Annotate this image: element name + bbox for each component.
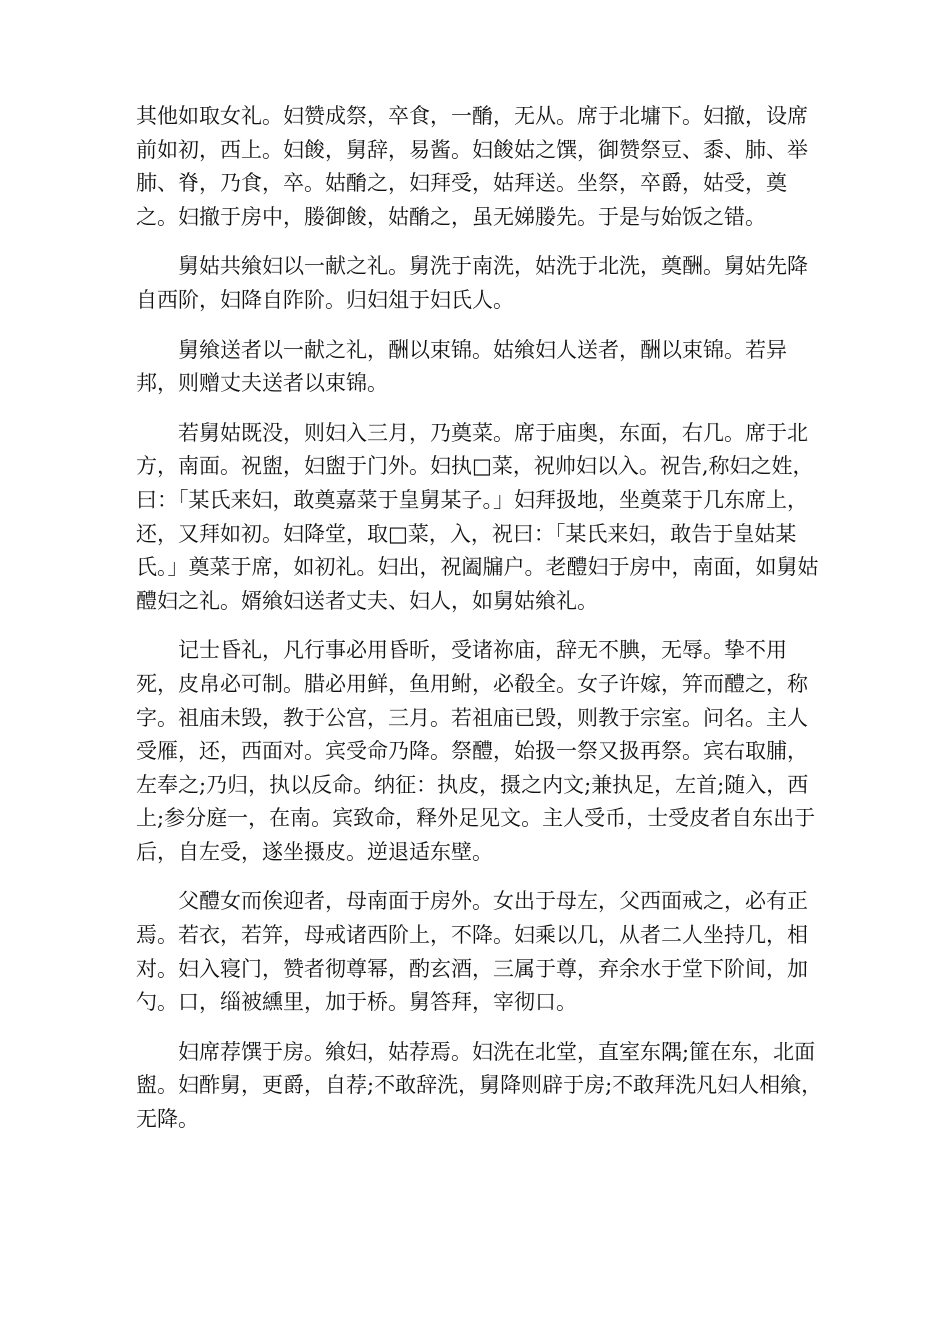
paragraph-6: 父醴女而俟迎者，母南面于房外。女出于母左，父西面戒之，必有正焉。若衣，若笄，母戒诸西阶上，不降。妇乘以几，从者二人坐持几，相对。妇入寝门，赞者彻尊幂，酌玄酒，三属于尊，弃余水于堂下阶间，加勺。口，缁被纁里，加于桥。舅答拜，宰彻口。	[136, 889, 808, 1015]
paragraph-1: 其他如取女礼。妇赞成祭，卒食，一酳，无从。席于北墉下。妇撤，设席前如初，西上。妇餕，舅辞，易酱。妇餕姑之馔，御赞祭豆、黍、肺、举肺、脊，乃食，卒。姑酳之，妇拜受，姑拜送。坐祭，卒爵，姑受，奠之。妇撤于房中，媵御餕，姑酳之，虽无娣媵先。于是与始饭之错。	[136, 104, 808, 229]
paragraph-3: 舅飨送者以一献之礼，酬以束锦。姑飨妇人送者，酬以束锦。若异邦，则赠丈夫送者以束锦。	[136, 337, 787, 396]
document-body	[136, 100, 826, 1153]
paragraph-7: 妇席荐馔于房。飨妇，姑荐焉。妇洗在北堂，直室东隅;篚在东，北面盥。妇酢舅，更爵，自荐;不敢辞洗，舅降则辟于房;不敢拜洗凡妇人相飨，无降。	[136, 1039, 823, 1132]
paragraph-2: 舅姑共飨妇以一献之礼。舅洗于南洗，姑洗于北洗，奠酬。舅姑先降自西阶，妇降自阼阶。归妇俎于妇氏人。	[136, 254, 808, 312]
paragraph-4: 若舅姑既没，则妇入三月，乃奠菜。席于庙奥，东面，右几。席于北方，南面。祝盥，妇盥于门外。妇执□菜，祝帅妇以入。祝告,称妇之姓，曰：「某氏来妇，敢奠嘉菜于皇舅某子。」妇拜扱地，坐奠菜于几东席上，还，又拜如初。妇降堂，取□菜，入，祝曰：「某氏来妇，敢告于皇姑某氏。」奠菜于席，如初礼。妇出，祝阖牖户。老醴妇于房中，南面，如舅姑醴妇之礼。婿飨妇送者丈夫、妇人，如舅姑飨礼。	[136, 420, 819, 613]
paragraph-5: 记士昏礼，凡行事必用昏昕，受诸祢庙，辞无不腆，无辱。挚不用死，皮帛必可制。腊必用鲜，鱼用鲋，必殽全。女子许嫁，笄而醴之，称字。祖庙未毁，教于公宫，三月。若祖庙已毁，则教于宗室。问名。主人受雁，还，西面对。宾受命乃降。祭醴，始扱一祭又扱再祭。宾右取脯，左奉之;乃归，执以反命。纳征：执皮，摄之内文;兼执足，左首;随入，西上;参分庭一，在南。宾致命，释外足见文。主人受币，士受皮者自东出于后，自左受，遂坐摄皮。逆退适东壁。	[136, 638, 816, 864]
